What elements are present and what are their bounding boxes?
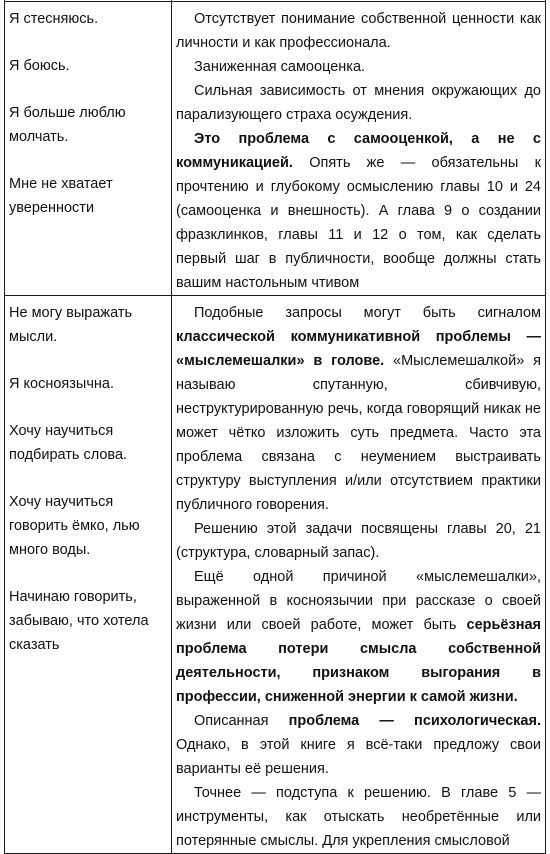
explanation-paragraph xyxy=(176,517,541,565)
explanation-paragraph xyxy=(176,301,541,517)
body-text: Однако, в этой книге я всё-таки предложу свои варианты её решения. xyxy=(176,737,541,777)
body-text: «Мыслемешалкой» я называю спутанную, сбивчивую, неструктурированную речь, когда говорящий никак не может чётко изложить суть предмета. Часто эта проблема связана с неумением выстраивать структуру выступления и/или отсутствием практики публичного говорения. xyxy=(176,353,541,513)
emphasis-text: классической коммуникативной проблемы — «мыслемешалки» в голове. xyxy=(176,329,541,369)
request-phrase: Я боюсь. xyxy=(9,58,70,74)
request-phrase: Я стесняюсь. xyxy=(9,11,99,27)
explanation-paragraph xyxy=(176,55,541,79)
body-text: Точнее — подступа к решению. В главе 5 — инструменты, как отыскать необретённые или потерянные смыслы. Для укрепления смысловой xyxy=(176,785,541,849)
body-text: Описанная xyxy=(194,713,289,729)
body-text: Подобные запросы могут быть сигналом xyxy=(194,305,541,321)
request-phrase: Хочу научиться говорить ёмко, лью много воды. xyxy=(9,494,140,558)
explanation-cell xyxy=(172,296,546,854)
emphasis-text: Это проблема с самооценкой, а не с коммуникацией. xyxy=(176,131,541,171)
body-text: Опять же — обязательны к прочтению и глубокому осмыслению главы 10 и 24 (самооценка и внешность). А глава 9 о создании фразклинков, главы 11 и 12 о том, как сделать первый шаг в публичности, вообще должны стать вашим настольным чтивом xyxy=(176,155,541,291)
request-phrase: Я косноязычна. xyxy=(9,376,114,392)
request-phrase: Я больше люблю молчать. xyxy=(9,105,126,145)
explanation-paragraph xyxy=(176,781,541,853)
body-text: Сильная зависимость от мнения окружающих до парализующего страха осуждения. xyxy=(176,83,541,123)
explanation-paragraph xyxy=(176,7,541,55)
request-cell xyxy=(5,296,172,854)
emphasis-text: серьёзная проблема потери смысла собственной деятельности, признаком выгорания в профессии, сниженной энергии к самой жизни. xyxy=(176,617,541,705)
request-cell xyxy=(5,2,172,296)
emphasis-text: проблема — психологическая. xyxy=(288,713,541,729)
body-text: Ещё одной причиной «мыслемешалки», выраженной в косноязычии при рассказе о своей жизни или своей работе, может быть xyxy=(176,569,541,633)
content-table xyxy=(4,0,546,854)
explanation-paragraph xyxy=(176,127,541,295)
request-phrase: Начинаю говорить, забываю, что хотела сказать xyxy=(9,589,149,653)
explanation-paragraph xyxy=(176,79,541,127)
explanation-paragraph xyxy=(176,709,541,781)
table-row xyxy=(5,296,546,854)
body-text: Заниженная самооценка. xyxy=(194,59,366,75)
explanation-paragraph xyxy=(176,565,541,709)
body-text: Решению этой задачи посвящены главы 20, 21 (структура, словарный запас). xyxy=(176,521,541,561)
body-text: Отсутствует понимание собственной ценности как личности и как профессионала. xyxy=(176,11,541,51)
explanation-cell xyxy=(172,2,546,296)
request-phrase: Не могу выражать мысли. xyxy=(9,305,133,345)
request-phrase: Хочу научиться подбирать слова. xyxy=(9,423,128,463)
table-row xyxy=(5,2,546,296)
request-phrase: Мне не хватает уверенности xyxy=(9,176,113,216)
